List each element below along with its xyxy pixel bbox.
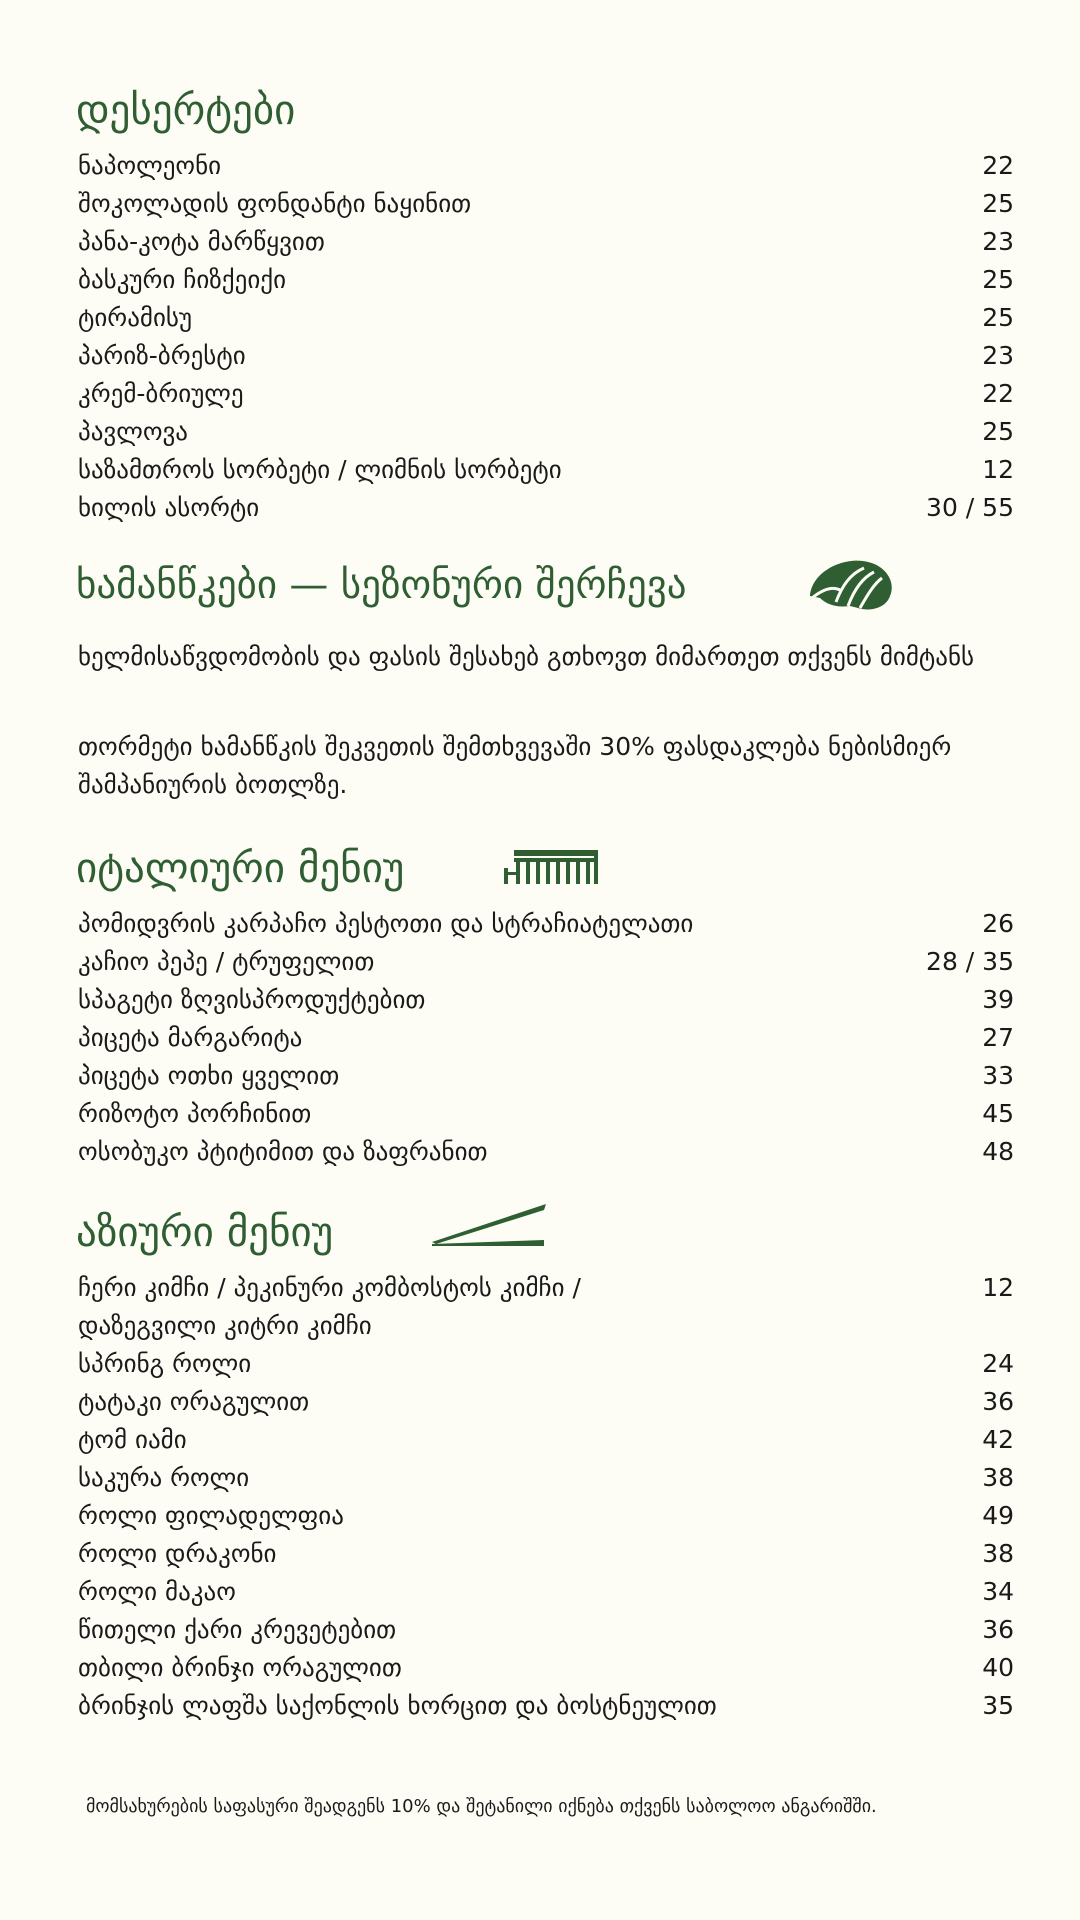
menu-item-continuation — [78, 1306, 1014, 1344]
menu-item — [78, 1534, 1014, 1572]
item-name: კაჩიო პეპე / ტრუფელით — [78, 946, 375, 976]
item-price: 23 — [982, 226, 1014, 256]
item-price: 40 — [982, 1652, 1014, 1682]
item-price: 36 — [982, 1614, 1014, 1644]
menu-item — [78, 260, 1014, 298]
item-name: საზამთროს სორბეტი / ლიმნის სორბეტი — [78, 454, 562, 484]
item-name: წითელი ქარი კრევეტებით — [78, 1614, 397, 1644]
item-price: 24 — [982, 1348, 1014, 1378]
item-name: სპრინგ როლი — [78, 1348, 252, 1378]
item-name: პავლოვა — [78, 416, 188, 446]
item-name: ტირამისუ — [78, 302, 193, 332]
item-price: 36 — [982, 1386, 1014, 1416]
menu-item — [78, 1056, 1014, 1094]
item-name: ხილის ასორტი — [78, 492, 260, 522]
colosseum-icon — [504, 848, 600, 886]
menu-item — [78, 488, 1014, 526]
menu-item — [78, 1344, 1014, 1382]
item-name: რიზოტო პორჩინით — [78, 1098, 312, 1128]
item-price: 23 — [982, 340, 1014, 370]
item-name: კრემ-ბრიულე — [78, 378, 244, 408]
item-name: როლი მაკაო — [78, 1576, 236, 1606]
oysters-title: ხამანწკები — სეზონური შერჩევა — [76, 563, 687, 608]
item-price: 22 — [982, 378, 1014, 408]
item-name: პარიზ-ბრესტი — [78, 340, 246, 370]
item-price: 27 — [982, 1022, 1014, 1052]
item-price: 33 — [982, 1060, 1014, 1090]
asian-title: აზიური მენიუ — [76, 1208, 334, 1256]
item-name: საკურა როლი — [78, 1462, 250, 1492]
item-name: სპაგეტი ზღვისპროდუქტებით — [78, 984, 426, 1014]
menu-item — [78, 336, 1014, 374]
item-price: 25 — [982, 302, 1014, 332]
item-price: 35 — [982, 1690, 1014, 1720]
item-name: თბილი ბრინჯი ორაგულით — [78, 1652, 402, 1682]
item-name: ჩერი კიმჩი / პეკინური კომბოსტოს კიმჩი / — [78, 1272, 581, 1302]
desserts-title: დესერტები — [76, 86, 296, 134]
item-price: 30 / 55 — [926, 492, 1014, 522]
item-price: 42 — [982, 1424, 1014, 1454]
item-price: 25 — [982, 188, 1014, 218]
menu-item — [78, 298, 1014, 336]
item-name: ტატაკი ორაგულით — [78, 1386, 310, 1416]
oysters-note-availability: ხელმისაწვდომობის და ფასის შესახებ გთხოვთ მიმართეთ თქვენს მიმტანს — [78, 642, 975, 671]
oysters-note-discount: თორმეტი ხამანწკის შეკვეთის შემთხვევაში 30% ფასდაკლება ნებისმიერ შამპანიურის ბოთლზე. — [78, 732, 952, 799]
menu-item — [78, 450, 1014, 488]
menu-item — [78, 1132, 1014, 1170]
menu-item — [78, 1094, 1014, 1132]
item-name: პანა-კოტა მარწყვით — [78, 226, 325, 256]
menu-item — [78, 412, 1014, 450]
service-charge-note: მომსახურების საფასური შეადგენს 10% და შეტანილი იქნება თქვენს საბოლოო ანგარიშში. — [86, 1796, 877, 1817]
menu-item — [78, 1458, 1014, 1496]
menu-item — [78, 1572, 1014, 1610]
menu-item — [78, 1686, 1014, 1724]
item-price: 49 — [982, 1500, 1014, 1530]
item-name: დაზეგვილი კიტრი კიმჩი — [78, 1310, 372, 1340]
item-name: პიცეტა ოთხი ყველით — [78, 1060, 340, 1090]
item-price: 25 — [982, 264, 1014, 294]
item-price: 22 — [982, 150, 1014, 180]
chopsticks-icon — [428, 1200, 548, 1248]
item-name: შოკოლადის ფონდანტი ნაყინით — [78, 188, 472, 218]
menu-item — [78, 1610, 1014, 1648]
menu-item — [78, 1268, 1014, 1306]
item-name: როლი ფილადელფია — [78, 1500, 344, 1530]
item-name: როლი დრაკონი — [78, 1538, 277, 1568]
item-name: ბრინჯის ლაფშა საქონლის ხორცით და ბოსტნეულით — [78, 1690, 717, 1720]
menu-item — [78, 1496, 1014, 1534]
item-name: ბასკური ჩიზქეიქი — [78, 264, 287, 294]
item-price: 25 — [982, 416, 1014, 446]
menu-item — [78, 1382, 1014, 1420]
menu-item — [78, 184, 1014, 222]
item-price: 12 — [982, 454, 1014, 484]
item-price: 28 / 35 — [926, 946, 1014, 976]
item-price: 34 — [982, 1576, 1014, 1606]
menu-item — [78, 980, 1014, 1018]
item-price: 38 — [982, 1538, 1014, 1568]
menu-item — [78, 904, 1014, 942]
menu-item — [78, 1648, 1014, 1686]
menu-item — [78, 1420, 1014, 1458]
menu-item — [78, 146, 1014, 184]
item-price: 26 — [982, 908, 1014, 938]
item-price: 38 — [982, 1462, 1014, 1492]
menu-item — [78, 222, 1014, 260]
item-price: 48 — [982, 1136, 1014, 1166]
item-name: ოსობუკო პტიტიმით და ზაფრანით — [78, 1136, 488, 1166]
item-price: 12 — [982, 1272, 1014, 1302]
item-name: ტომ იამი — [78, 1424, 187, 1454]
menu-item — [78, 942, 1014, 980]
item-name: პიცეტა მარგარიტა — [78, 1022, 303, 1052]
italian-title: იტალიური მენიუ — [76, 844, 405, 892]
item-name: პომიდვრის კარპაჩო პესტოთი და სტრაჩიატელათი — [78, 908, 694, 938]
item-price: 39 — [982, 984, 1014, 1014]
menu-item — [78, 1018, 1014, 1056]
menu-item — [78, 374, 1014, 412]
item-name: ნაპოლეონი — [78, 150, 222, 180]
oyster-shell-icon — [806, 556, 894, 612]
item-price: 45 — [982, 1098, 1014, 1128]
